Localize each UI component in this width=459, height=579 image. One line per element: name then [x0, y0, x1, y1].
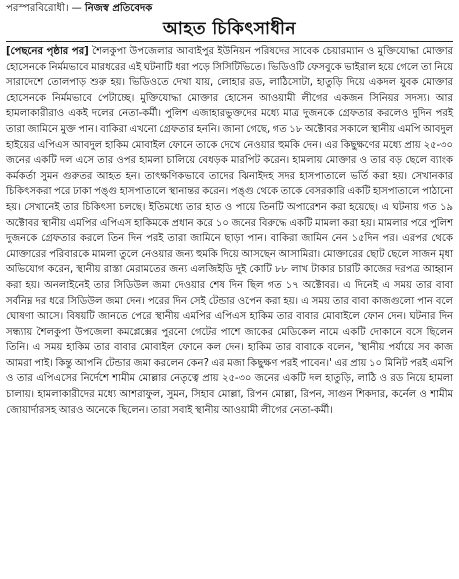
byline-reporter: নিজস্ব প্রতিবেদক: [84, 3, 153, 14]
previous-article-tail: [6, 2, 453, 15]
article-paragraph: [6, 44, 453, 418]
paragraph-text: শৈলকুপা উপজেলার আবাইপুর ইউনিয়ন পরিষদের সাবেক চেয়ারম্যান ও মুক্তিযোদ্ধা মোক্তার হোসেনকে নির্মমভাবে মারধরের এই ঘটনাটি ধরা পড়ে সিসিটিভিতে। ভিডিওটি ফেসবুকে ভাইরাল হয়ে গেলে তা নিয়ে সারাদেশে তোলপাড় শুরু হয়। ভিডিওতে দেখা যায়, লোহার রড, লাঠিসোটা, হাতুড়ি দিয়ে একদল যুবক মোক্তার হোসেনকে নির্মমভাবে পেটাচ্ছে। মুক্তিযোদ্ধা মোক্তার হোসেন আওয়ামী লীগের একজন সিনিয়র সদস্য। আর হামলাকারীরাও একই দলের নেতা-কর্মী। পুলিশ এজাহারভুক্তদের মধ্যে মাত্র দুজনকে গ্রেফতার করলেও দুদিন পরই তারা জামিনে মুক্ত পান। বাকিরা এখনো গ্রেফতার হননি। জানা গেছে, গত ১৮ অক্টোবর সকালে স্থানীয় এমপি আবদুল হাইয়ের এপিএস আবদুল হাকিম মোবাইল ফোনে তাকে দেখে নেওয়ার হুমকি দেন। এর কিছুক্ষণের মধ্যে প্রায় ২৫-৩০ জনের একটি দল এসে তার ওপর হামলা চালিয়ে বেধড়ক মারপিট করেন। হামলায় মোক্তার ও তার বড় ছেলে ব্যাংক কর্মকর্তা সুমন গুরুতর আহত হন। তাৎক্ষণিকভাবে তাদের ঝিনাইদহ সদর হাসপাতালে ভর্তি করা হয়। সেখানকার চিকিৎসকরা পরে ঢাকা পঙ্গু হাসপাতালে স্থানান্তর করেন। পঙ্গু থেকে তাকে বেসরকারি একটি হাসপাতালে পাঠানো হয়। সেখানেই তার চিকিৎসা চলছে। ইতিমধ্যে তার হাত ও পায়ে তিনটি অপারেশন করা হয়েছে। এ ঘটনায় গত ১৯ অক্টোবর স্থানীয় এমপির এপিএস হাকিমকে প্রধান করে ১০ জনের বিরুদ্ধে একটি মামলা করা হয়। মামলার পরে পুলিশ দুজনকে গ্রেফতার করলে তিন দিন পরই তারা জামিনে ছাড়া পান। বাকিরা জামিন নেন ১৫দিন পর। এরপর থেকে মোক্তারের পরিবারকে মামলা তুলে নেওয়ার জন্য হুমকি দিয়ে আসছেন আসামিরা। মোক্তারের ছোট ছেলে সাজন মৃধা অভিযোগ করেন, স্থানীয় রাস্তা মেরামতের জন্য এলজিইডি দুই কোটি ৮৮ লাখ টাকার চারটি কাজের দরপত্র আহ্বান করা হয়। অনলাইনেই তার সিডিউল জমা দেওয়ার শেষ দিন ছিল গত ১৭ অক্টোবর। এ দিনেই এ সময় তার বাবা সর্বনিম্ন দর ধরে সিডিউল জমা দেন। পরের দিন সেই টেন্ডার ওপেন করা হয়। এ সময় তার বাবা কাজগুলো পান বলে ঘোষণা আসে। বিষয়টি জানতে পেরে স্থানীয় এমপির এপিএস হাকিম তার বাবার মোবাইলে ফোন দেন। ঘটনার দিন সন্ধ্যায় শৈলকুপা উপজেলা কমপ্লেক্সের পুরনো গেটের পাশে জাকের মেডিকেল নামে একটি দোকানে বসে ছিলেন তিনি। এ সময় হাকিম তার বাবার মোবাইল ফোনে কল দেন। হাকিম তার বাবাকে বলেন, 'স্থানীয় পর্যায়ে সব কাজ আমরা পাই। কিন্তু আপনি টেন্ডার জমা করলেন কেন? এর মজা কিছুক্ষণ পরই পাবেন।' এর প্রায় ১০ মিনিট পরই এমপি ও তার এপিএসের নির্দেশে শামীম মোল্লার নেতৃত্বে প্রায় ২৫-৩০ জনের একটি দল হাতুড়ি, লাঠি ও রড নিয়ে হামলা চালায়। হামলাকারীদের মধ্যে আশরাফুল, সুমন, সিহাব মোল্লা, রিপন মোল্লা, রিপন, সাগুন শিকদার, কর্নেল ও শামীম জোয়ার্দারসহ আরও অনেকে ছিলেন। তারা সবাই স্থানীয় আওয়ামী লীগের নেতা-কর্মী।: [6, 46, 453, 416]
byline-dash: —: [71, 3, 82, 14]
article-body: [6, 44, 453, 418]
continued-from-tag: [পেছনের পৃষ্ঠার পর]: [6, 46, 89, 57]
article-headline: আহত চিকিৎসাধীন: [162, 19, 296, 39]
headline-divider: [6, 41, 453, 42]
previous-article-last-word: পরস্পরবিরোধী।: [6, 3, 69, 14]
